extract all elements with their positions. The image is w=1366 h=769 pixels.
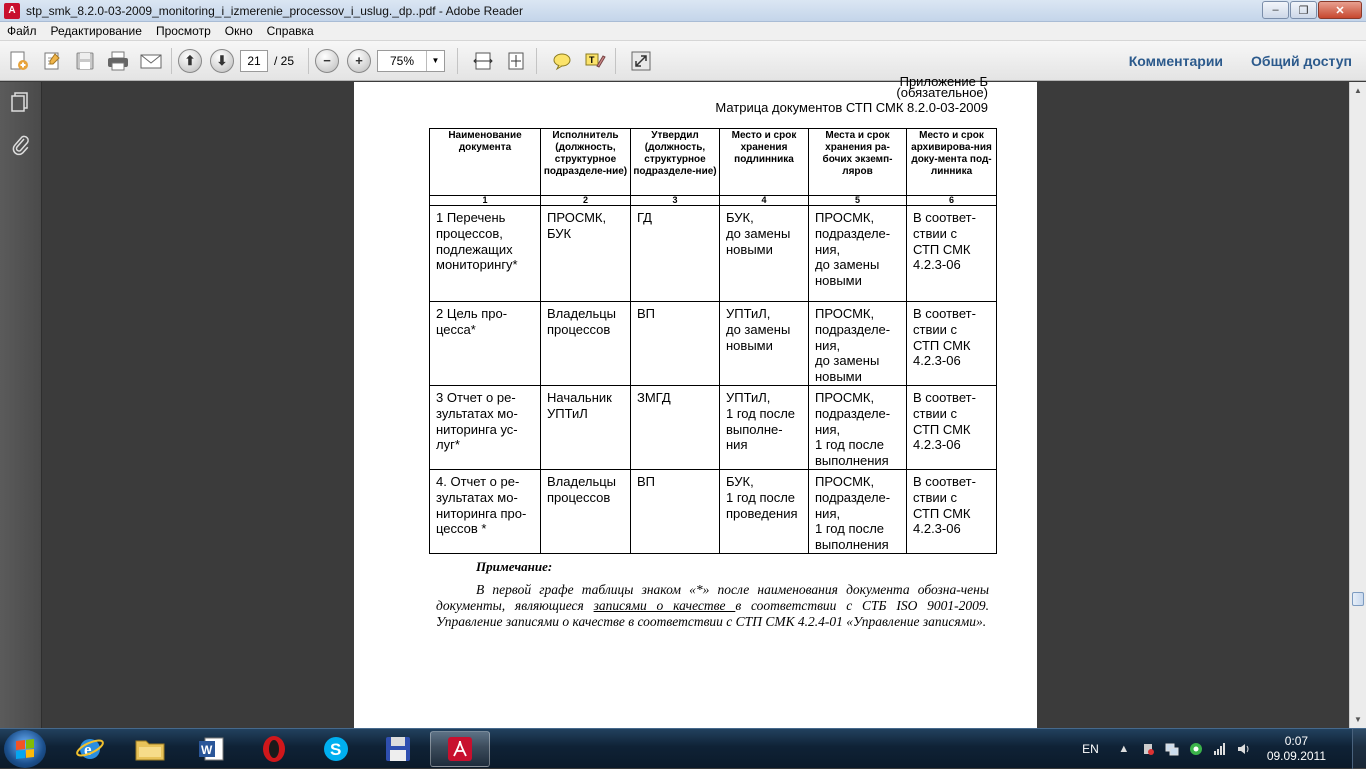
table-cell: В соответ- ствии с СТП СМК 4.2.3-06 [907, 302, 997, 386]
system-tray [1082, 729, 1366, 769]
zoom-out-button[interactable] [315, 49, 339, 73]
appendix-type: (обязательное) [896, 85, 988, 100]
documents-matrix-table [429, 128, 997, 554]
print-icon [106, 50, 130, 72]
maximize-button[interactable]: ❐ [1290, 1, 1317, 19]
word-icon [197, 734, 227, 764]
table-cell: Владельцы процессов [541, 469, 631, 553]
show-hidden-icons-icon[interactable]: ▲ [1118, 743, 1130, 755]
table-cell: ПРОСМК, подразделе- ния, 1 год после выполнения [809, 385, 907, 469]
language-indicator[interactable]: EN [1082, 742, 1099, 756]
table-cell: В соответ- ствии с СТП СМК 4.2.3-06 [907, 206, 997, 302]
menu-help[interactable]: Справка [266, 24, 314, 38]
toolbar-separator [536, 48, 537, 74]
arrow-down-icon: ⬇ [216, 52, 228, 68]
taskbar [0, 728, 1366, 768]
window-title: stp_smk_8.2.0-03-2009_monitoring_i_izmerenie_processov_i_uslug._dp..pdf - Adobe Reader [26, 3, 523, 18]
menu-view[interactable]: Просмотр [155, 24, 211, 38]
signal-bars-icon[interactable] [1213, 742, 1227, 756]
comment-bubble-icon [551, 50, 573, 72]
note-text-part: в соответствии с СТБ ISO 9001-2009. Управление записями о качестве в соответствии с СТП СМК 4.2.4-01 «Управление записями». [436, 598, 989, 629]
previous-page-button[interactable] [178, 49, 202, 73]
zoom-select[interactable] [377, 50, 445, 72]
table-cell: ПРОСМК, подразделе- ния, 1 год после выполнения [809, 469, 907, 553]
paperclip-icon [10, 133, 30, 155]
table-cell: Владельцы процессов [541, 302, 631, 386]
table-cell: ЗМГД [631, 385, 720, 469]
adobe-reader-icon: A [4, 3, 20, 19]
share-pane-button[interactable]: Общий доступ [1251, 53, 1352, 69]
toolbar-separator [457, 48, 458, 74]
scroll-up-arrow-icon[interactable]: ▲ [1354, 86, 1362, 95]
highlight-pen-icon [583, 50, 607, 72]
column-number: 1 [430, 196, 541, 206]
column-number: 3 [631, 196, 720, 206]
menu-window[interactable]: Окно [224, 24, 253, 38]
clock[interactable] [1267, 734, 1326, 764]
zoom-in-button[interactable] [347, 49, 371, 73]
menu-bar [0, 22, 1366, 41]
table-row [430, 206, 997, 302]
pages-panel-button[interactable] [9, 90, 31, 114]
table-cell: ВП [631, 469, 720, 553]
table-cell: БУК, 1 год после проведения [720, 469, 809, 553]
edit-document-icon [41, 50, 63, 72]
table-cell: УПТиЛ, 1 год после выполне- ния [720, 385, 809, 469]
table-cell: Начальник УПТиЛ [541, 385, 631, 469]
table-cell: ПРОСМК, подразделе- ния, до замены новыми [809, 302, 907, 386]
column-header: Наименование документа [430, 129, 541, 196]
table-cell: В соответ- ствии с СТП СМК 4.2.3-06 [907, 385, 997, 469]
add-comment-button[interactable] [548, 47, 576, 75]
column-number: 6 [907, 196, 997, 206]
plus-icon: + [355, 53, 363, 68]
table-cell: ВП [631, 302, 720, 386]
menu-edit[interactable]: Редактирование [50, 24, 142, 38]
table-cell: 3 Отчет о ре- зультатах мо- ниторинга ус- луг* [430, 385, 541, 469]
next-page-button[interactable] [210, 49, 234, 73]
chevron-down-icon[interactable]: ▼ [426, 51, 444, 71]
minus-icon: − [323, 53, 331, 68]
skype-icon [321, 734, 351, 764]
table-cell: ПРОСМК, БУК [541, 206, 631, 302]
internet-explorer-icon [75, 734, 105, 764]
usb-device-icon[interactable] [1141, 742, 1155, 756]
taskbar-app-opera[interactable] [244, 731, 304, 767]
column-number: 4 [720, 196, 809, 206]
floppy-disk-icon [383, 734, 413, 764]
fit-page-icon [505, 50, 527, 72]
save-button[interactable] [71, 47, 99, 75]
svg-text:S: S [330, 740, 342, 759]
fit-page-button[interactable] [469, 47, 497, 75]
email-icon [139, 51, 163, 71]
network-icon[interactable] [1165, 742, 1179, 756]
window-controls [1262, 1, 1362, 19]
minimize-button[interactable]: – [1262, 1, 1289, 19]
expand-icon [630, 50, 652, 72]
table-row [430, 469, 997, 553]
column-header: Место и срок хранения подлинника [720, 129, 809, 196]
taskbar-app-skype[interactable] [306, 731, 366, 767]
table-cell: ПРОСМК, подразделе- ния, до замены новыми [809, 206, 907, 302]
create-pdf-button[interactable] [5, 47, 33, 75]
folder-icon [134, 735, 166, 763]
taskbar-app-internet-explorer[interactable] [60, 731, 120, 767]
status-green-icon[interactable] [1189, 742, 1203, 756]
svg-text:T: T [589, 54, 595, 65]
adobe-reader-icon [445, 734, 475, 764]
table-cell: ГД [631, 206, 720, 302]
page-total: / 25 [274, 53, 295, 68]
fit-width-icon [472, 50, 494, 72]
matrix-title: Матрица документов СТП СМК 8.2.0-03-2009 [715, 100, 988, 115]
column-header: Исполнитель (должность, структурное подразделе-ние) [541, 129, 631, 196]
column-number-row [430, 196, 997, 206]
taskbar-app-save[interactable] [368, 731, 428, 767]
comments-pane-button[interactable]: Комментарии [1128, 53, 1224, 69]
pdf-page [354, 74, 1037, 728]
windows-logo-icon [16, 739, 34, 759]
column-number: 5 [809, 196, 907, 206]
email-button[interactable] [137, 47, 165, 75]
taskbar-app-explorer[interactable] [120, 731, 180, 767]
scrollbar-thumb[interactable] [1352, 592, 1364, 606]
fit-window-button[interactable] [502, 47, 530, 75]
document-viewport[interactable] [43, 74, 1349, 728]
zoom-value: 75% [390, 53, 415, 68]
note-underlined-term: записями о качестве [593, 598, 736, 613]
attachments-panel-button[interactable] [9, 132, 31, 156]
note-text [436, 582, 989, 630]
scroll-down-arrow-icon[interactable]: ▼ [1354, 715, 1362, 724]
vertical-scrollbar[interactable] [1349, 82, 1366, 728]
highlight-text-button[interactable] [581, 47, 609, 75]
table-row [430, 302, 997, 386]
table-header-row [430, 129, 997, 196]
column-header: Места и срок хранения ра-бочих экземп-ляров [809, 129, 907, 196]
show-desktop-button[interactable] [1352, 729, 1366, 769]
svg-text:W: W [201, 743, 213, 757]
taskbar-app-word[interactable] [182, 731, 242, 767]
edit-pdf-button[interactable] [38, 47, 66, 75]
appendix-label: Приложение Б [899, 74, 988, 89]
column-header: Утвердил (должность, структурное подразделе-ние) [631, 129, 720, 196]
note-text-part: В первой графе таблицы знаком «*» после наименования документа обозна-чены документы, являющиеся [436, 582, 989, 613]
save-icon [74, 50, 96, 72]
menu-file[interactable]: Файл [7, 24, 37, 38]
column-number: 2 [541, 196, 631, 206]
toolbar-right-panel [1129, 41, 1352, 81]
page-number-input[interactable]: 21 [240, 50, 268, 72]
pages-icon [10, 91, 30, 113]
toolbar-separator [171, 48, 172, 74]
table-cell: 1 Перечень процессов, подлежащих мониторингу* [430, 206, 541, 302]
column-header: Место и срок архивирова-ния доку-мента под-линника [907, 129, 997, 196]
title-bar [0, 0, 1366, 22]
toolbar-separator [615, 48, 616, 74]
table-cell: В соответ- ствии с СТП СМК 4.2.3-06 [907, 469, 997, 553]
table-cell: 2 Цель про- цесса* [430, 302, 541, 386]
fullscreen-button[interactable] [627, 47, 655, 75]
create-pdf-icon [8, 50, 30, 72]
clock-time: 0:07 [1284, 734, 1309, 748]
volume-icon[interactable] [1237, 742, 1251, 756]
table-cell: 4. Отчет о ре- зультатах мо- ниторинга про- цессов * [430, 469, 541, 553]
table-cell: БУК, до замены новыми [720, 206, 809, 302]
taskbar-app-adobe-reader[interactable] [430, 731, 490, 767]
opera-icon [259, 734, 289, 764]
toolbar [0, 41, 1366, 81]
clock-date: 09.09.2011 [1266, 749, 1326, 763]
note-title: Примечание: [476, 559, 553, 574]
table-cell: УПТиЛ, до замены новыми [720, 302, 809, 386]
print-button[interactable] [104, 47, 132, 75]
table-row [430, 385, 997, 469]
arrow-up-icon: ⬆ [184, 52, 196, 68]
navigation-panel [0, 82, 42, 728]
start-button[interactable] [4, 730, 46, 768]
toolbar-separator [308, 48, 309, 74]
close-button[interactable]: ✕ [1318, 1, 1362, 19]
svg-text:e: e [84, 740, 92, 759]
